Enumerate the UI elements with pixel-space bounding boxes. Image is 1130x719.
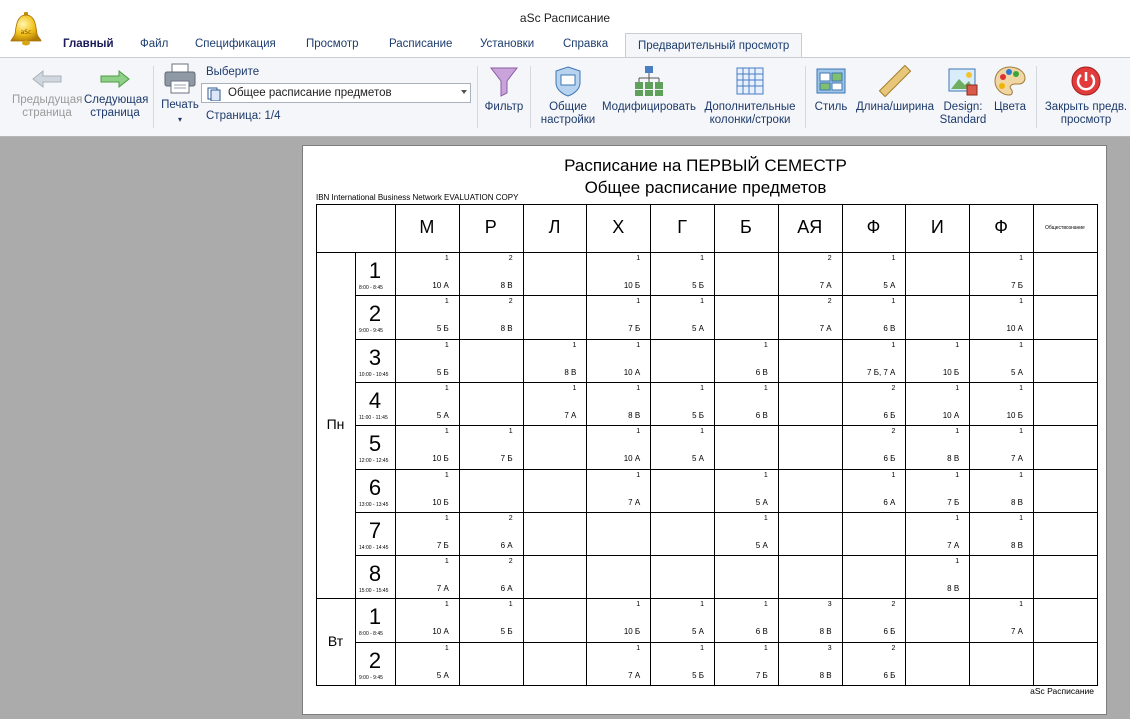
prev-page-label-1: Предыдущая: [12, 94, 83, 106]
print-button[interactable]: [158, 63, 202, 126]
schedule-table: [303, 146, 1108, 716]
cell-class: 5 А: [436, 410, 449, 420]
cell-class: 7 А: [436, 584, 449, 594]
cell-class: 7 Б: [628, 324, 641, 334]
grid-line: [355, 512, 1098, 513]
grid-line: [842, 204, 843, 686]
cell-class: 7 Б: [500, 454, 513, 464]
cell-class: 5 А: [755, 497, 768, 507]
cell-count: 1: [763, 514, 768, 522]
cell-class: 6 Б: [883, 670, 896, 680]
cell-class: 7 А: [628, 670, 641, 680]
design-picture-icon: [947, 65, 979, 97]
preview-page: [302, 145, 1107, 715]
period-number: 2: [368, 301, 382, 327]
cell-class: 10 Б: [623, 281, 641, 290]
cell-class: 8 В: [947, 584, 960, 594]
day-label: Пн: [326, 416, 345, 433]
column-header: М: [419, 217, 435, 237]
cell-class: 7 А: [947, 540, 960, 550]
colors-button[interactable]: [990, 65, 1030, 114]
cell-class: 8 В: [500, 281, 513, 290]
cell-class: 10 А: [432, 627, 449, 637]
cell-count: 1: [891, 298, 896, 306]
style-layout-icon: [816, 65, 846, 97]
ribbon-separator: [1036, 66, 1037, 128]
cell-count: 1: [763, 471, 768, 479]
cell-count: 2: [891, 644, 896, 652]
page-indicator: Страница: 1/4: [206, 110, 281, 122]
chevron-down-icon[interactable]: [461, 90, 467, 94]
grid-line: [316, 204, 317, 686]
tab-print-preview[interactable]: Предварительный просмотр: [625, 33, 802, 57]
period-time: 8:00 - 8:45: [359, 285, 383, 291]
cell-count: 1: [444, 384, 449, 392]
cell-class: 6 Б: [883, 627, 896, 637]
cell-class: 5 Б: [436, 367, 449, 377]
cell-class: 8 В: [947, 454, 960, 464]
cell-count: 1: [955, 558, 960, 566]
cell-count: 1: [891, 341, 896, 349]
cell-class: 10 А: [1006, 324, 1023, 334]
cell-class: 8 В: [628, 410, 641, 420]
grid-line: [395, 204, 396, 686]
cell-count: 1: [763, 601, 768, 609]
cell-class: 5 А: [691, 324, 704, 334]
extra-columns-label-1: Дополнительные: [704, 101, 796, 113]
tab-home[interactable]: Главный: [63, 38, 114, 50]
hierarchy-icon: [634, 65, 664, 97]
select-value: Общее расписание предметов: [228, 87, 392, 99]
document-icon: [207, 87, 221, 101]
cell-count: 1: [1019, 601, 1023, 609]
column-header: Обществознание: [1044, 225, 1085, 231]
window-title: aSc Расписание: [519, 11, 611, 25]
cell-count: 1: [1019, 384, 1023, 392]
cell-class: 5 Б: [692, 670, 704, 680]
power-off-icon: [1070, 65, 1102, 97]
cell-class: 7 А: [1010, 627, 1023, 637]
cell-class: 10 Б: [1006, 410, 1023, 420]
tab-settings[interactable]: Установки: [480, 38, 535, 50]
cell-count: 1: [636, 255, 641, 262]
column-header: Х: [612, 217, 625, 237]
footer-credit: aSc Расписание: [1030, 686, 1094, 696]
cell-count: 2: [508, 255, 513, 262]
cell-count: 1: [955, 514, 960, 522]
cell-class: 5 Б: [692, 281, 704, 290]
cell-class: 8 В: [564, 367, 577, 377]
column-header: И: [930, 217, 944, 237]
tab-file[interactable]: Файл: [140, 38, 169, 50]
cell-count: 1: [636, 298, 641, 306]
cell-count: 3: [827, 601, 832, 609]
cell-count: 1: [700, 644, 704, 652]
cell-count: 1: [444, 471, 449, 479]
period-time: 8:00 - 8:45: [359, 631, 383, 638]
grid-line: [523, 204, 524, 686]
schedule-subtitle: Общее расписание предметов: [584, 178, 827, 197]
cell-class: 10 А: [942, 410, 960, 420]
cell-class: 5 А: [1010, 367, 1023, 377]
cell-count: 1: [891, 471, 896, 479]
cell-count: 1: [955, 471, 960, 479]
cell-count: 1: [891, 255, 896, 262]
cell-class: 10 Б: [623, 627, 641, 637]
style-button[interactable]: [810, 65, 852, 114]
cell-count: 1: [444, 601, 449, 609]
period-time: 11:00 - 11:45: [359, 414, 388, 421]
column-header: Ф: [994, 217, 1008, 237]
cell-class: 7 А: [564, 410, 577, 420]
cell-count: 1: [636, 471, 641, 479]
tab-view[interactable]: Просмотр: [306, 38, 359, 50]
cell-count: 1: [700, 601, 704, 609]
ribbon-separator: [153, 66, 154, 128]
grid-line: [355, 469, 1098, 470]
settings-window-icon: [553, 65, 583, 97]
arrow-right-icon: [99, 68, 131, 90]
filter-button[interactable]: [482, 65, 526, 114]
cell-count: 1: [763, 341, 768, 349]
cell-count: 1: [1019, 471, 1023, 479]
cell-count: 2: [508, 514, 513, 522]
select-label: Выберите: [206, 66, 260, 78]
cell-class: 6 Б: [883, 454, 896, 464]
cell-class: 8 В: [1010, 497, 1023, 507]
cell-count: 1: [572, 384, 577, 392]
cell-class: 6 Б: [883, 410, 896, 420]
cell-class: 7 Б: [755, 670, 768, 680]
cell-class: 6 А: [500, 540, 513, 550]
grid-line: [586, 204, 587, 686]
cell-count: 1: [636, 644, 641, 652]
day-label: Вт: [327, 632, 344, 649]
grid-line: [778, 204, 779, 686]
grid-line: [355, 425, 1098, 426]
cell-count: 1: [444, 298, 449, 306]
cell-count: 1: [636, 384, 641, 392]
tab-specification[interactable]: Спецификация: [195, 38, 276, 50]
period-time: 9:00 - 9:45: [359, 328, 383, 335]
cell-class: 5 Б: [692, 410, 704, 420]
cell-class: 5 А: [755, 540, 768, 550]
cell-count: 1: [1019, 298, 1023, 306]
modify-label: Модифицировать: [601, 101, 697, 113]
cell-count: 2: [508, 558, 513, 566]
cell-class: 6 В: [883, 324, 896, 334]
colors-label: Цвета: [993, 101, 1027, 113]
grid-line: [355, 295, 1098, 296]
cell-class: 7 Б, 7 А: [867, 367, 896, 377]
grid-line: [905, 204, 906, 686]
cell-class: 7 Б: [1011, 281, 1023, 290]
period-time: 12:00 - 12:45: [359, 458, 389, 465]
period-number: 6: [368, 474, 382, 500]
grid-line: [459, 204, 460, 686]
close-preview-label-1: Закрыть предв.: [1044, 101, 1128, 113]
period-number: 1: [368, 604, 382, 630]
cell-class: 7 А: [1010, 454, 1023, 464]
cell-count: 1: [444, 428, 449, 436]
cell-count: 1: [763, 644, 768, 652]
prev-page-button[interactable]: [12, 68, 82, 120]
general-settings-button[interactable]: [536, 65, 600, 127]
tab-timetable[interactable]: Расписание: [389, 38, 453, 50]
grid-line: [355, 252, 1098, 253]
cell-count: 1: [636, 601, 641, 609]
period-time: 15:00 - 15:45: [359, 588, 389, 595]
cell-class: 6 А: [883, 497, 896, 507]
modify-button[interactable]: [600, 65, 698, 114]
general-settings-label-1: Общие: [549, 101, 587, 113]
cell-class: 8 В: [1010, 540, 1023, 550]
cell-count: 2: [827, 255, 832, 262]
grid-line: [355, 642, 1098, 643]
ribbon-separator: [477, 66, 478, 128]
grid-line: [355, 598, 1098, 599]
close-preview-label-2: просмотр: [1060, 114, 1112, 126]
extra-columns-rows-button[interactable]: [702, 65, 798, 127]
extra-columns-label-2: колонки/строки: [709, 114, 791, 126]
cell-class: 8 В: [819, 627, 832, 637]
cell-class: 7 Б: [947, 497, 960, 507]
period-number: 7: [368, 517, 382, 543]
cell-count: 1: [444, 558, 449, 566]
cell-class: 5 А: [691, 454, 704, 464]
cell-class: 10 А: [623, 367, 641, 377]
cell-count: 1: [444, 644, 449, 652]
period-number: 5: [368, 431, 382, 457]
period-number: 8: [368, 561, 382, 587]
cell-class: 8 В: [500, 324, 513, 334]
column-header: Ф: [866, 217, 881, 237]
design-button[interactable]: [939, 65, 987, 127]
column-header: Г: [677, 217, 687, 237]
column-header: Б: [739, 217, 752, 237]
cell-count: 1: [763, 384, 768, 392]
filter-label: Фильтр: [484, 101, 524, 113]
cell-count: 1: [700, 298, 704, 306]
period-number: 1: [368, 258, 382, 283]
grid-table-icon: [735, 65, 765, 97]
grid-line: [316, 685, 1098, 686]
grid-line: [316, 204, 1098, 205]
evaluation-notice: IBN International Business Network EVALUATION COPY: [316, 193, 519, 202]
svg-text:aSc: aSc: [20, 29, 32, 36]
cell-class: 10 Б: [942, 367, 960, 377]
cell-count: 1: [636, 341, 641, 349]
cell-class: 5 А: [883, 281, 896, 290]
next-page-label-2: страница: [90, 107, 140, 119]
cell-count: 1: [508, 428, 513, 436]
menu-tabs: [0, 33, 1130, 57]
period-time: 9:00 - 9:45: [359, 674, 383, 681]
print-dropdown-arrow-icon[interactable]: ▾: [177, 115, 182, 124]
tab-help[interactable]: Справка: [563, 38, 609, 50]
prev-page-label-2: страница: [22, 107, 72, 119]
length-width-label: Длина/ширина: [855, 101, 935, 113]
cell-count: 1: [572, 341, 577, 349]
column-header: Р: [484, 217, 497, 237]
ribbon-toolbar: [0, 57, 1130, 137]
cell-count: 1: [636, 428, 641, 436]
cell-class: 5 А: [436, 670, 449, 680]
design-label-2: Standard: [939, 114, 987, 126]
cell-count: 3: [827, 644, 832, 652]
cell-class: 7 Б: [436, 540, 449, 550]
palette-icon: [994, 65, 1026, 97]
next-page-label-1: Следующая: [84, 94, 149, 106]
app-bell-logo-icon[interactable]: [10, 12, 42, 46]
grid-line: [969, 204, 970, 686]
next-page-button[interactable]: [84, 68, 149, 120]
cell-count: 1: [955, 384, 960, 392]
cell-count: 1: [1019, 255, 1023, 262]
print-label: Печать: [161, 99, 199, 111]
grid-line: [1033, 204, 1034, 686]
cell-count: 1: [1019, 428, 1023, 436]
grid-line: [714, 204, 715, 686]
cell-count: 1: [444, 514, 449, 522]
ribbon-separator: [530, 66, 531, 128]
cell-class: 6 В: [755, 627, 768, 637]
funnel-icon: [489, 65, 519, 97]
cell-count: 1: [700, 255, 704, 262]
cell-class: 6 В: [755, 367, 768, 377]
grid-line: [1097, 204, 1098, 686]
cell-class: 8 В: [819, 670, 832, 680]
cell-class: 7 А: [628, 497, 641, 507]
ribbon-separator: [805, 66, 806, 128]
cell-count: 1: [508, 601, 513, 609]
ruler-icon: [879, 65, 911, 97]
cell-class: 7 А: [819, 324, 832, 334]
cell-count: 1: [1019, 514, 1023, 522]
cell-count: 2: [827, 298, 832, 306]
grid-line: [355, 339, 1098, 340]
cell-class: 5 А: [691, 627, 704, 637]
period-number: 3: [368, 344, 382, 370]
period-number: 2: [368, 647, 382, 673]
close-preview-button[interactable]: [1043, 65, 1129, 127]
period-time: 14:00 - 14:45: [359, 544, 389, 551]
cell-count: 1: [444, 255, 449, 262]
cell-class: 10 Б: [432, 454, 449, 464]
column-header: Л: [548, 217, 561, 237]
cell-class: 10 А: [623, 454, 641, 464]
length-width-button[interactable]: [852, 65, 938, 114]
arrow-left-icon: [31, 68, 63, 90]
cell-class: 6 А: [500, 584, 513, 594]
grid-line: [355, 382, 1098, 383]
cell-class: 10 Б: [432, 497, 449, 507]
period-time: 10:00 - 10:45: [359, 371, 389, 378]
cell-count: 2: [891, 428, 896, 436]
period-number: 4: [368, 387, 382, 413]
cell-count: 2: [891, 601, 896, 609]
style-label: Стиль: [814, 101, 848, 113]
schedule-title: Расписание на ПЕРВЫЙ СЕМЕСТР: [564, 156, 847, 175]
design-label-1: Design:: [943, 101, 983, 113]
cell-count: 1: [444, 341, 449, 349]
general-settings-label-2: настройки: [540, 114, 596, 126]
cell-count: 1: [700, 428, 704, 436]
column-header: АЯ: [797, 217, 823, 237]
title-bar: [0, 0, 1130, 33]
grid-line: [355, 555, 1098, 556]
cell-count: 1: [955, 341, 960, 349]
cell-class: 6 В: [755, 410, 768, 420]
printer-icon: [163, 63, 197, 95]
grid-line: [650, 204, 651, 686]
cell-count: 1: [955, 428, 960, 436]
schedule-type-select[interactable]: [201, 83, 471, 103]
cell-class: 5 Б: [436, 324, 449, 334]
period-time: 13:00 - 13:45: [359, 501, 389, 508]
cell-count: 2: [508, 298, 513, 306]
cell-count: 1: [700, 384, 704, 392]
cell-count: 2: [891, 384, 896, 392]
cell-class: 5 Б: [500, 627, 513, 637]
cell-count: 1: [1019, 341, 1023, 349]
cell-class: 10 А: [432, 281, 449, 290]
cell-class: 7 А: [819, 281, 832, 290]
